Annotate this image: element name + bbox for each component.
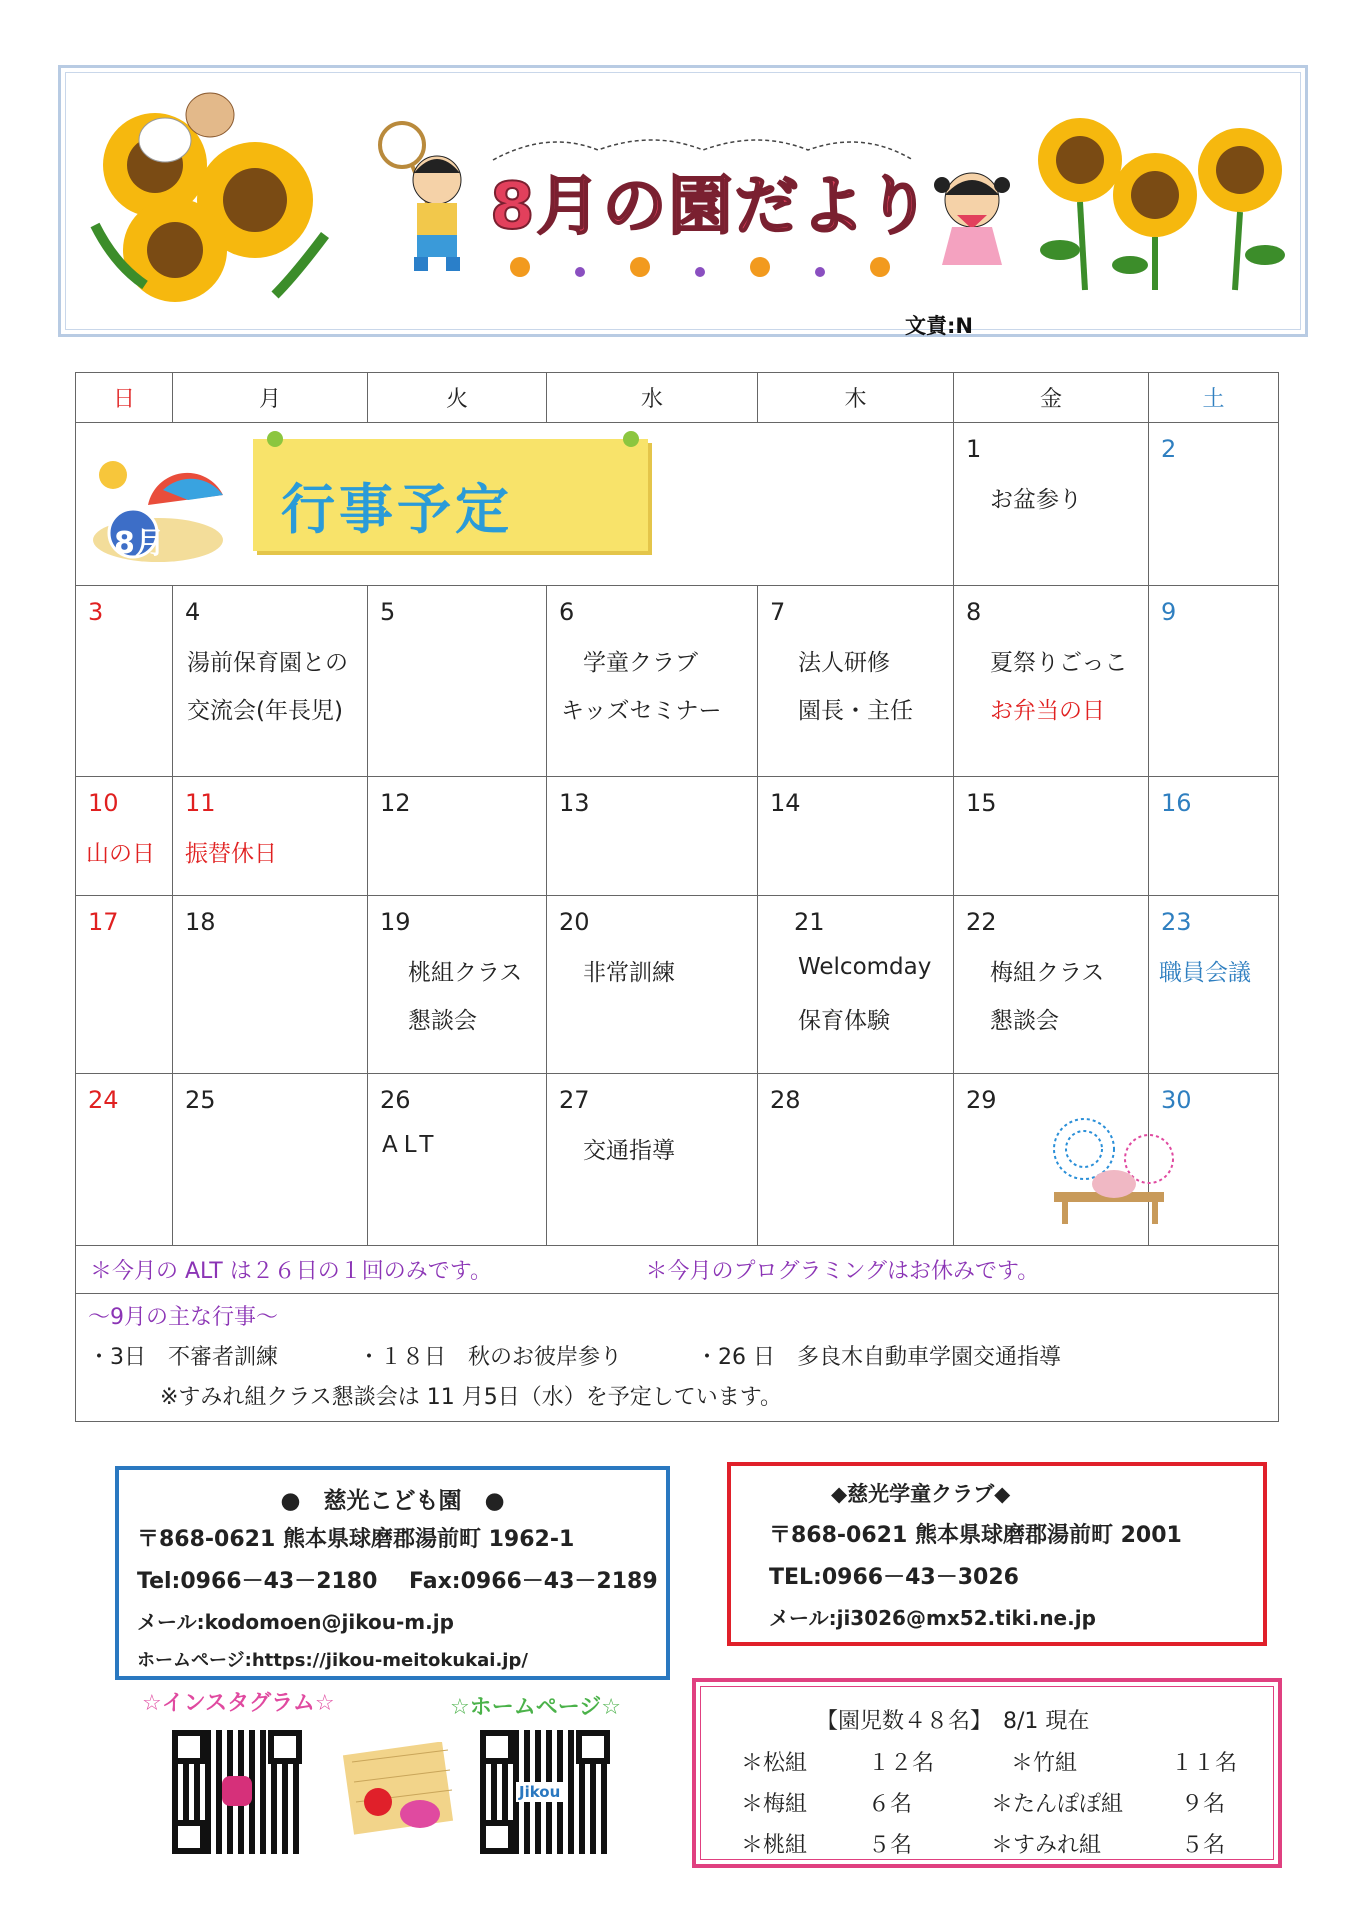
kodomoen-address: 〒868-0621 熊本県球磨郡湯前町 1962-1 <box>137 1527 575 1552</box>
weekday-mon: 月 <box>173 373 368 423</box>
instagram-icon <box>222 1776 252 1806</box>
class-name: ＊松組 <box>741 1751 808 1776</box>
day-cell-17: 17 <box>76 896 173 1074</box>
gakudo-title: ◆慈光学童クラブ◆ <box>831 1482 1011 1506</box>
day-cell-28: 28 <box>758 1074 954 1246</box>
class-count: ５名 <box>1181 1833 1226 1858</box>
day-cell-4: 4 湯前保育園との 交流会(年長児) <box>173 586 368 777</box>
weekday-thu: 木 <box>758 373 954 423</box>
weekday-fri: 金 <box>954 373 1149 423</box>
class-count: １１名 <box>1171 1751 1238 1776</box>
next-month-item: ・3日 不審者訓練 <box>88 1345 278 1370</box>
day-cell-8: 8 夏祭りごっこ お弁当の日 <box>954 586 1149 777</box>
day-cell-9: 9 <box>1149 586 1279 777</box>
girl-with-watermelon-illustration <box>922 165 1022 280</box>
class-name: ＊桃組 <box>741 1833 808 1858</box>
schedule-banner-cell <box>76 423 954 586</box>
day-cell-1: 1 お盆参り <box>954 423 1149 586</box>
day-cell-29: 29 <box>954 1074 1149 1246</box>
day-cell-24: 24 <box>76 1074 173 1246</box>
gakudo-club-contact-box <box>727 1462 1267 1646</box>
sunflower-bunny-bear-illustration <box>85 85 345 315</box>
enrollment-count-box <box>692 1678 1282 1868</box>
day-cell-30: 30 <box>1149 1074 1279 1246</box>
day-cell-27: 27 交通指導 <box>547 1074 758 1246</box>
homepage-qr-code[interactable] <box>480 1730 610 1854</box>
day-cell-23: 23 職員会議 <box>1149 896 1279 1074</box>
calendar-week-3 <box>76 777 1279 896</box>
gakudo-tel: TEL:0966－43－3026 <box>769 1565 1019 1590</box>
bunting-string-decoration <box>488 130 918 170</box>
day-cell-14: 14 <box>758 777 954 896</box>
gakudo-address: 〒868-0621 熊本県球磨郡湯前町 2001 <box>769 1523 1182 1548</box>
newsletter-title: 8月の園だより <box>490 170 933 244</box>
calendar-week-4 <box>76 896 1279 1074</box>
class-name: ＊たんぽぽ組 <box>991 1792 1124 1817</box>
kodomoen-contact-box <box>115 1466 670 1680</box>
day-cell-12: 12 <box>368 777 547 896</box>
day-cell-13: 13 <box>547 777 758 896</box>
weekday-sun: 日 <box>76 373 173 423</box>
instagram-label: ☆インスタグラム☆ <box>142 1691 335 1716</box>
class-name: ＊梅組 <box>741 1792 808 1817</box>
next-month-remark: ※すみれ組クラス懇談会は 11 月5日（水）を予定しています。 <box>160 1385 782 1410</box>
day-cell-7: 7 法人研修 園長・主任 <box>758 586 954 777</box>
schedule-label: 行事予定 <box>281 478 513 541</box>
kodomoen-title: ● 慈光こども園 ● <box>280 1488 505 1514</box>
day-cell-19: 19 桃組クラス 懇談会 <box>368 896 547 1074</box>
programming-note: ＊今月のプログラミングはお休みです。 <box>645 1259 1040 1284</box>
pin-icon <box>267 431 283 447</box>
calendar-week-5 <box>76 1074 1279 1246</box>
event-calendar <box>75 372 1279 1422</box>
day-cell-20: 20 非常訓練 <box>547 896 758 1074</box>
kodomoen-mail: メール:kodomoen@jikou-m.jp <box>137 1610 454 1634</box>
gakudo-mail: メール:ji3026@mx52.tiki.ne.jp <box>769 1606 1096 1630</box>
weekday-wed: 水 <box>547 373 758 423</box>
class-name: ＊竹組 <box>1011 1751 1078 1776</box>
summer-fan-illustration <box>338 1742 456 1842</box>
class-count: １２名 <box>868 1751 935 1776</box>
day-cell-2: 2 <box>1149 423 1279 586</box>
day-cell-10: 10 山の日 <box>76 777 173 896</box>
next-month-heading: ～9月の主な行事～ <box>88 1305 278 1330</box>
class-count: ９名 <box>1181 1792 1226 1817</box>
sunflowers-illustration <box>1030 110 1290 300</box>
day-cell-11: 11 振替休日 <box>173 777 368 896</box>
class-name: ＊すみれ組 <box>991 1833 1102 1858</box>
weekday-header-row <box>76 373 1279 423</box>
class-count: ６名 <box>868 1792 913 1817</box>
day-cell-26: 26 ALT <box>368 1074 547 1246</box>
class-count: ５名 <box>868 1833 913 1858</box>
kodomoen-tel: Tel:0966－43－2180 <box>137 1569 378 1594</box>
day-cell-18: 18 <box>173 896 368 1074</box>
kodomoen-homepage[interactable]: ホームページ:https://jikou-meitokukai.jp/ <box>137 1650 528 1671</box>
day-cell-25: 25 <box>173 1074 368 1246</box>
alt-note: ＊今月の ALT は２６日の１回のみです。 <box>90 1259 492 1284</box>
month-badge: 8月 <box>114 526 165 561</box>
qr-center-text: Jikou <box>516 1782 563 1802</box>
weekday-sat: 土 <box>1149 373 1279 423</box>
day-cell-22: 22 梅組クラス 懇談会 <box>954 896 1149 1074</box>
day-cell-6: 6 学童クラブ キッズセミナー <box>547 586 758 777</box>
schedule-label-card <box>253 439 648 551</box>
weekday-tue: 火 <box>368 373 547 423</box>
flower-music-note-decoration <box>500 250 920 284</box>
homepage-label: ☆ホームページ☆ <box>450 1695 622 1720</box>
day-cell-3: 3 <box>76 586 173 777</box>
next-month-events-row <box>76 1294 1279 1422</box>
day-cell-16: 16 <box>1149 777 1279 896</box>
pin-icon <box>623 431 639 447</box>
day-cell-15: 15 <box>954 777 1149 896</box>
author-credit: 文責:N <box>905 314 973 338</box>
next-month-item: ・１８日 秋のお彼岸参り <box>358 1345 623 1370</box>
monthly-notes-row <box>76 1246 1279 1294</box>
enrollment-header: 【園児数４８名】 8/1 現在 <box>816 1709 1090 1734</box>
boy-with-net-illustration <box>372 115 482 280</box>
day-cell-21: 21 Welcomday 保育体験 <box>758 896 954 1074</box>
day-cell-5: 5 <box>368 586 547 777</box>
next-month-item: ・26 日 多良木自動車学園交通指導 <box>696 1345 1061 1370</box>
instagram-qr-code[interactable] <box>172 1730 302 1854</box>
calendar-week-2 <box>76 586 1279 777</box>
calendar-week-1 <box>76 423 1279 586</box>
kodomoen-fax: Fax:0966－43－2189 <box>409 1569 658 1594</box>
